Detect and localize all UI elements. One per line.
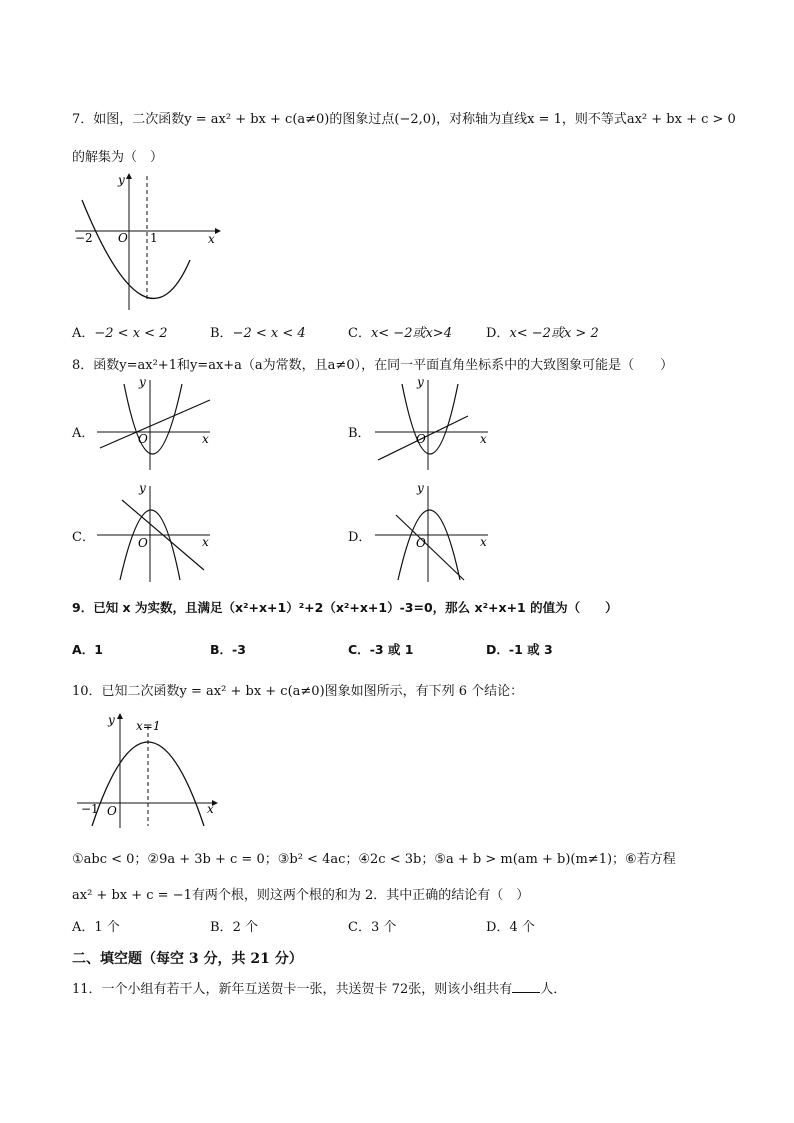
svg-text:x: x — [202, 535, 209, 549]
q10-option-b[interactable]: B．2 个 — [210, 920, 258, 935]
q10-axis-label: x=1 — [136, 719, 161, 733]
section-2-heading: 二、填空题（每空 3 分，共 21 分） — [72, 951, 303, 967]
q10-graph — [72, 708, 232, 837]
q8-graph-c[interactable] — [92, 480, 217, 589]
svg-text:y: y — [417, 375, 424, 389]
q8-option-d-label[interactable]: D． — [348, 530, 372, 545]
q9-stem: 9．已知 x 为实数，且满足（x²+x+1）²+2（x²+x+1）-3=0，那么 x²+x+1 的值为（ ） — [72, 600, 618, 615]
q7-option-b[interactable]: B．−2 < x < 4 — [210, 326, 306, 341]
q11-answer-blank[interactable] — [512, 980, 540, 993]
q11-stem — [72, 978, 566, 997]
q8-option-c-label[interactable]: C． — [72, 530, 95, 545]
q7-one-label: 1 — [150, 231, 158, 245]
q10-x-label: x — [207, 802, 214, 816]
q11-stem-after: 人． — [540, 982, 567, 997]
svg-text:O: O — [416, 432, 426, 446]
q10-conclusions-line2: ax² + bx + c = −1有两个根，则这两个根的和为 2．其中正确的结论有（ ） — [72, 888, 530, 903]
q10-origin-label: O — [107, 804, 117, 818]
q7-stem-line2: 的解集为（ ） — [72, 150, 164, 165]
svg-text:x: x — [480, 432, 487, 446]
q7-origin-label: O — [118, 231, 128, 245]
svg-text:y: y — [417, 481, 424, 495]
q10-y-label: y — [108, 713, 115, 727]
q8-stem: 8．函数y=ax²+1和y=ax+a（a为常数，且a≠0），在同一平面直角坐标系中的大致图象可能是（ ） — [72, 358, 674, 373]
q10-option-d[interactable]: D．4 个 — [486, 920, 535, 935]
q9-option-d[interactable]: D．-1 或 3 — [486, 642, 553, 657]
svg-text:y: y — [139, 481, 146, 495]
q9-option-b[interactable]: B．-3 — [210, 642, 246, 657]
q9-option-a[interactable]: A．1 — [72, 642, 103, 657]
q7-x-label: x — [208, 232, 215, 246]
svg-text:x: x — [480, 535, 487, 549]
q7-stem-line1: 7．如图，二次函数y = ax² + bx + c(a≠0)的图象过点(−2,0)，对称轴为直线x = 1，则不等式ax² + bx + c > 0 — [72, 112, 736, 127]
q8-graph-a[interactable] — [92, 374, 217, 478]
q11-stem-before: 11．一个小组有若干人，新年互送贺卡一张，共送贺卡 72张，则该小组共有 — [72, 982, 513, 997]
q10-stem: 10．已知二次函数y = ax² + bx + c(a≠0)图象如图所示，有下列 6 个结论： — [72, 684, 524, 699]
q9-option-c[interactable]: C．-3 或 1 — [348, 642, 414, 657]
q10-conclusions-line1: ①abc < 0；②9a + 3b + c = 0；③b² < 4ac；④2c < 3b；⑤a + b > m(am + b)(m≠1)；⑥若方程 — [72, 852, 676, 867]
svg-text:O: O — [416, 536, 426, 550]
svg-text:O: O — [138, 536, 148, 550]
q8-option-b-label[interactable]: B． — [348, 426, 371, 441]
q7-neg2-label: −2 — [75, 231, 93, 245]
q7-option-d[interactable]: D．x< −2或x > 2 — [486, 326, 599, 341]
q7-option-c[interactable]: C．x< −2或x>4 — [348, 326, 452, 341]
q8-graph-d[interactable] — [370, 480, 495, 589]
q8-option-a-label[interactable]: A． — [72, 426, 95, 441]
q7-option-a[interactable]: A．−2 < x < 2 — [72, 326, 168, 341]
q10-option-a[interactable]: A．1 个 — [72, 920, 120, 935]
q10-option-c[interactable]: C．3 个 — [348, 920, 397, 935]
svg-text:O: O — [138, 432, 148, 446]
parabola — [82, 200, 190, 298]
q8-graph-b[interactable] — [370, 374, 495, 478]
q7-graph — [70, 170, 230, 324]
q10-neg1-label: −1 — [81, 802, 99, 816]
svg-text:y: y — [139, 375, 146, 389]
svg-text:x: x — [202, 432, 209, 446]
q7-y-label: y — [118, 173, 125, 187]
